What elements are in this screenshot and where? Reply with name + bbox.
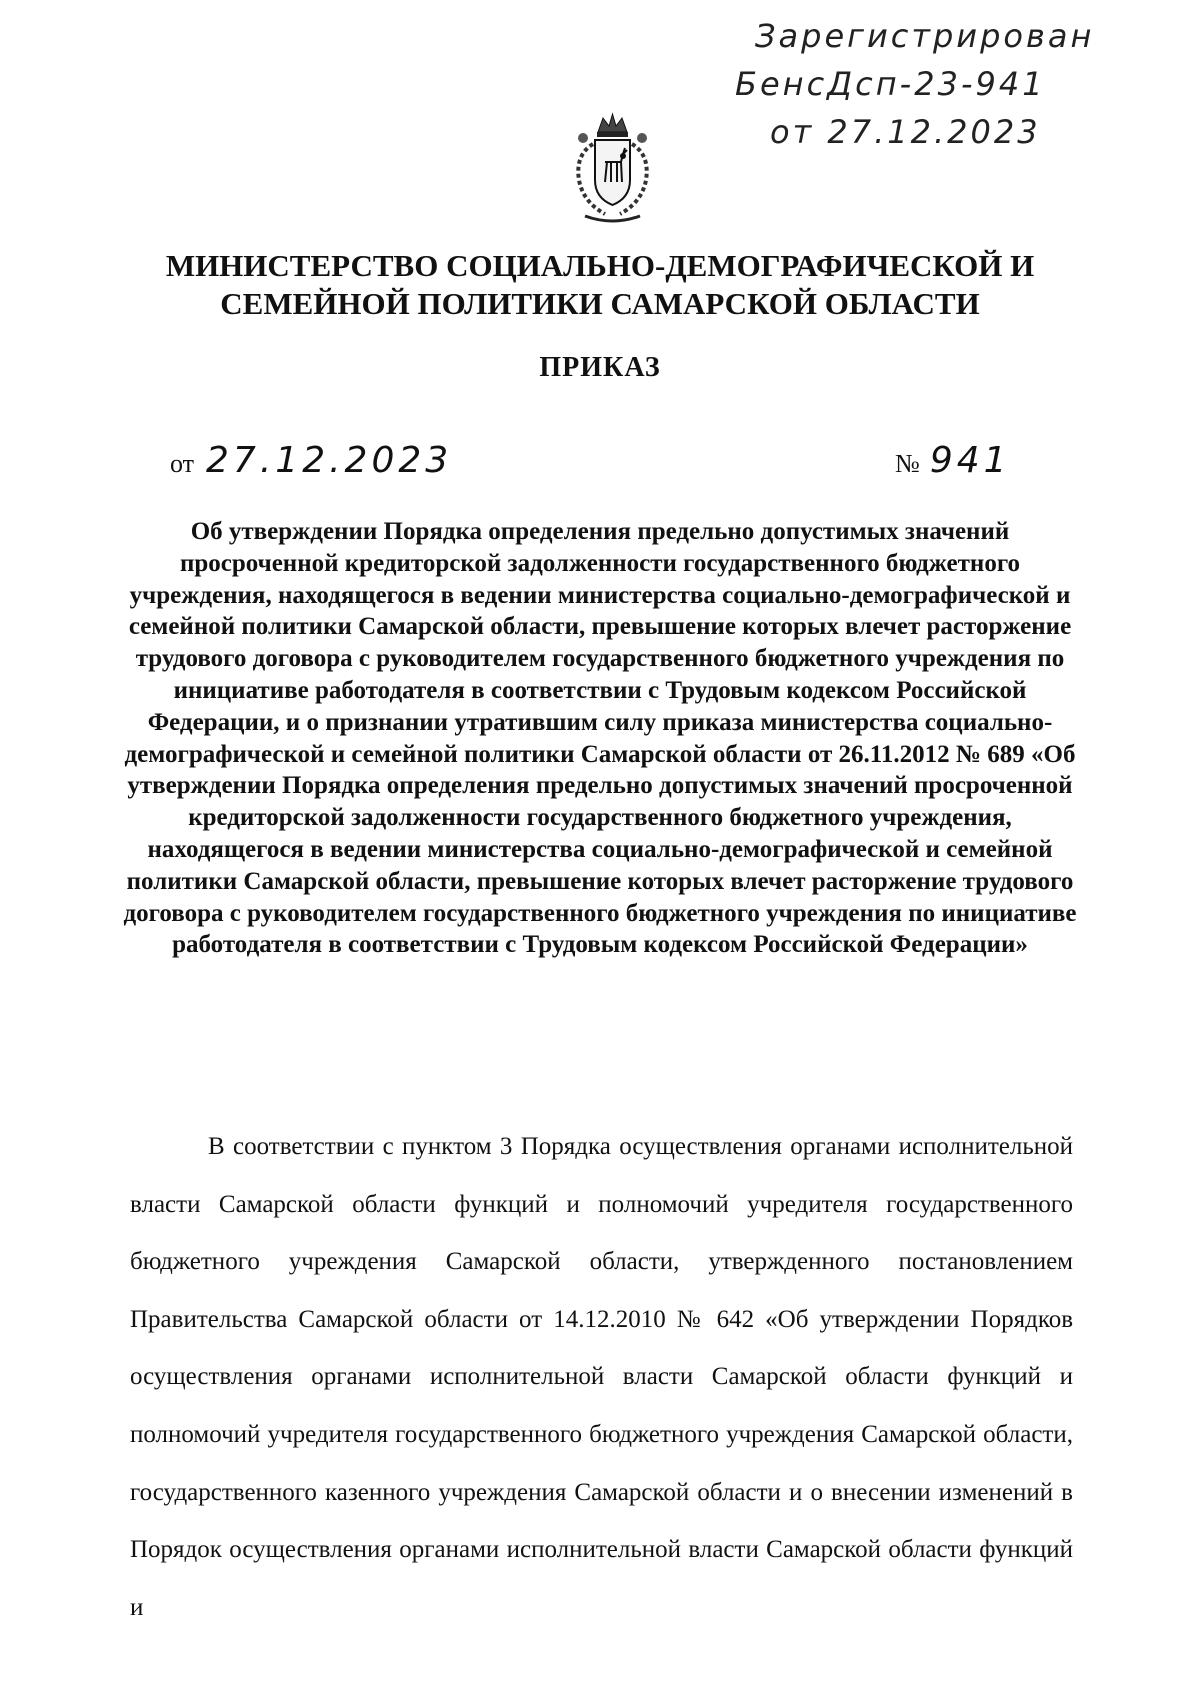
document-type-heading: ПРИКАЗ [539,352,661,383]
order-date-label: от [170,449,195,478]
body-paragraph: В соответствии с пунктом 3 Порядка осуществления органами исполнительной власти Самарской области функций и полномочий учредителя государственного бюджетного учреждения Самарской области, утвержденного постановлением Правительства Самарской области от 14.12.2010 № 642 «Об утверждении Порядков осуществления органами исполнительной власти Самарской области функций и полномочий учредителя государственного бюджетного учреждения Самарской области, государственного казенного учреждения Самарской области и о внесении изменений в Порядок осуществления органами исполнительной власти Самарской области функций и [130,1133,1073,1621]
registration-note-line-3: от 27.12.2023 [770,113,1041,151]
order-number-value: 941 [929,440,1011,481]
registration-note-line-2: БенсДсп-23-941 [735,65,1046,103]
samara-coat-of-arms-icon [565,110,660,228]
registration-note-line-1: Зарегистрирован [755,17,1095,55]
ministry-title: МИНИСТЕРСТВО СОЦИАЛЬНО-ДЕМОГРАФИЧЕСКОЙ И СЕМЕЙНОЙ ПОЛИТИКИ САМАРСКОЙ ОБЛАСТИ [165,248,1035,321]
order-date [170,440,452,481]
order-date-value: 27.12.2023 [206,440,453,481]
order-number-label: № [895,449,920,478]
order-subject: Об утверждении Порядка определения предельно допустимых значений просроченной кредиторской задолженности государственного бюджетного учреждения, находящегося в ведении министерства социально-демографической и семейной политики Самарской области, превышение которых влечет расторжение трудового договора с руководителем государственного бюджетного учреждения по инициативе работодателя в соответствии с Трудовым кодексом Российской Федерации, и о признании утратившим силу приказа министерства социально-демографической и семейной политики Самарской области от 26.11.2012 № 689 «Об утверждении Порядка определения предельно допустимых значений просроченной кредиторской задолженности государственного бюджетного учреждения, находящегося в ведении министерства социально-демографической и семейной политики Самарской области, превышение которых влечет расторжение трудового договора с руководителем государственного бюджетного учреждения по инициативе работодателя в соответствии с Трудовым кодексом Российской Федерации» [123,518,1077,959]
order-number [895,440,1011,481]
registration-handwritten-note [735,12,1155,156]
